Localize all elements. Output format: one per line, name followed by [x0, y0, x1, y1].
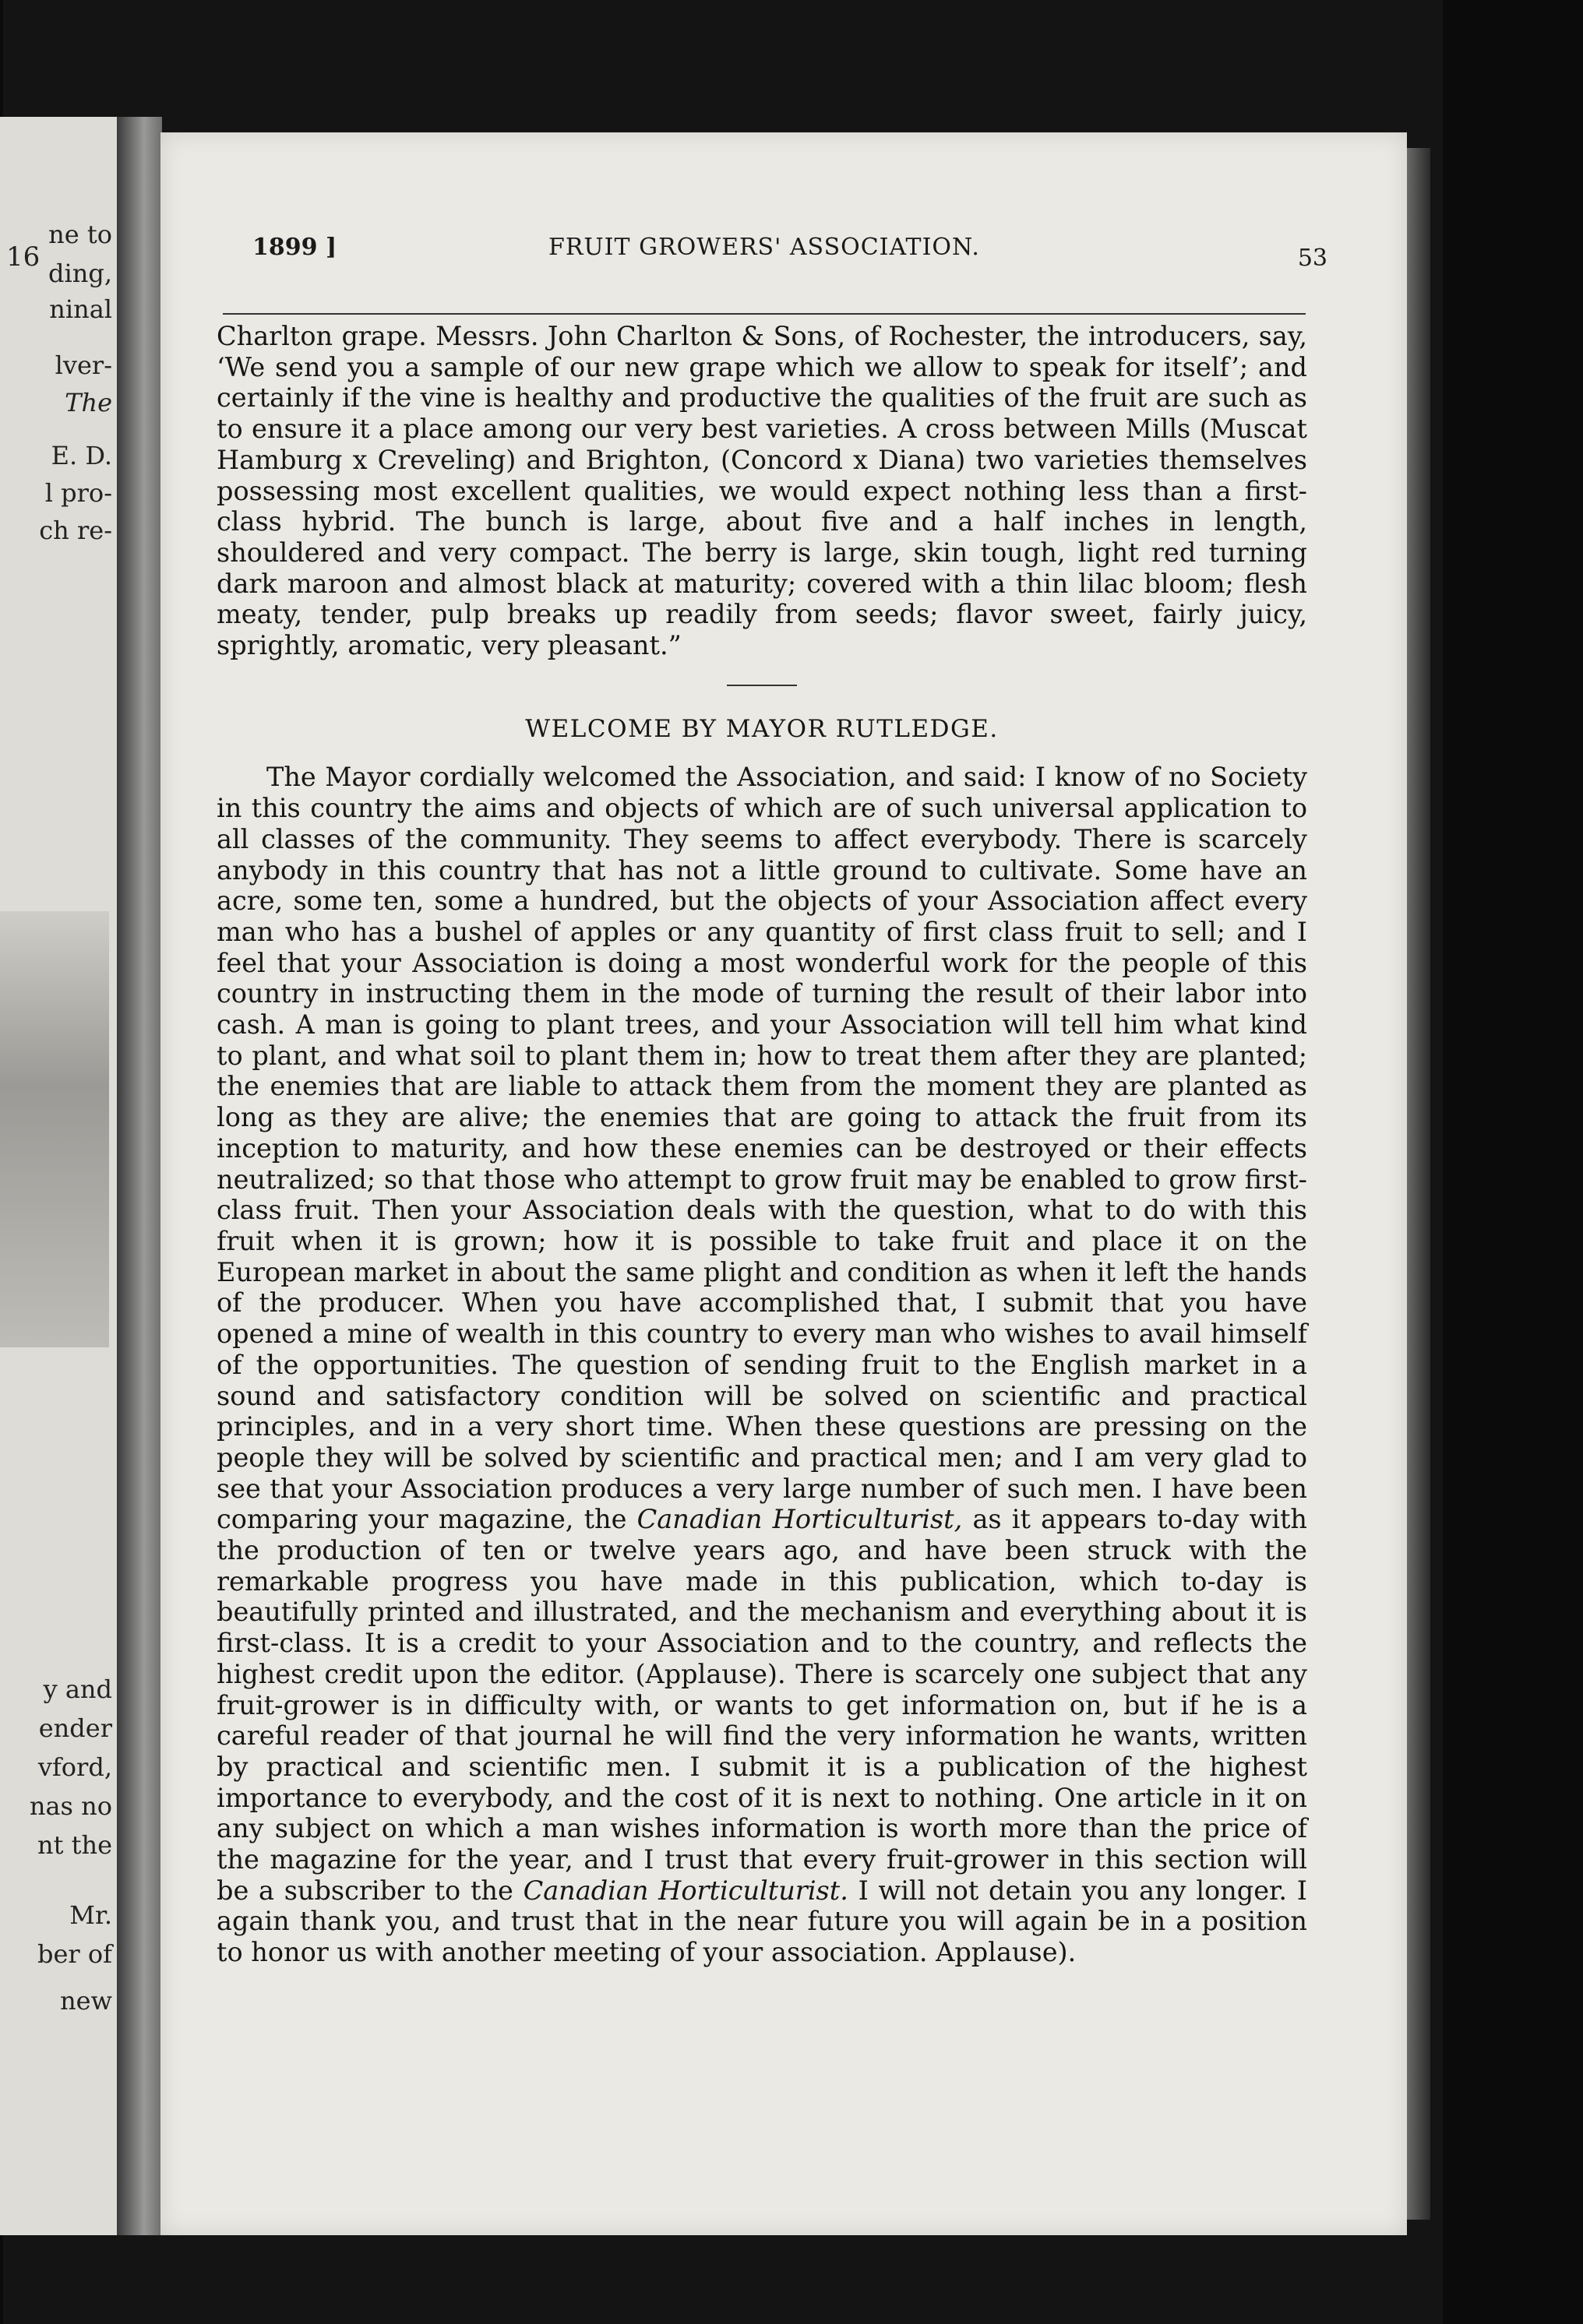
facing-page-text-fragment: ding, [48, 259, 112, 288]
header-year: 1899 ] [252, 234, 337, 261]
facing-page-text-fragment: lver- [55, 350, 112, 380]
facing-page-text-fragment: ender [38, 1713, 112, 1743]
facing-page-text-fragment: E. D. [51, 441, 112, 470]
header-rule [223, 313, 1306, 315]
magazine-title-2: Canadian Horticulturist. [523, 1875, 848, 1906]
facing-page-text-fragment: l pro- [44, 478, 112, 508]
facing-page-text-fragment: new [60, 1986, 112, 2016]
paragraph-text-1: The Mayor cordially welcomed the Association, and said: I know of no Society in this country the aims and objects of which are of such universal application to all classes of the community. They seems to affect everybody. There is scarcely anybody in this country that has not a little ground to cultivate. Some have an acre, some ten, some a hundred, but the objects of your Association affect every man who has a bushel of apples or any quantity of first class fruit to sell; and I feel that your Association is doing a most wonderful work for the people of this country in instructing them in the mode of turning the result of their labor into cash. A man is going to plant trees, and your Association will tell him what kind to plant, and what soil to plant them in; how to treat them after they are planted; the enemies that are liable to attack them from the moment they are planted as long as they are alive; the enemies that are going to attack the fruit from its inception to maturity, and how these enemies can be destroyed or their effects neutralized; so that those who attempt to grow fruit may be enabled to grow first-class fruit. Then your Association deals with the question, what to do with this fruit when it is grown; how it is possible to take fruit and place it on the European market in about the same plight and condition as when it left the hands of the producer. When you have accomplished that, I submit that you have opened a mine of wealth in this country to every man who wishes to avail himself of the opportunities. The question of sending fruit to the English market in a sound and satisfactory condition will be solved on scientific and practical principles, and in a very short time. When these questions are pressing on the people they will be solved by scientific and practical men; and I am very glad to see that your Association produces a very large number of such men. I have been comparing your magazine, the [217, 762, 1307, 1535]
running-header [252, 234, 1327, 280]
facing-page-text-fragment: nt the [37, 1830, 112, 1860]
facing-page-text-fragment: ch re- [39, 516, 112, 545]
facing-page-text-fragment: nas no [29, 1791, 112, 1821]
facing-page-text-fragment: The [65, 388, 112, 417]
facing-page-text-fragment: ninal [49, 294, 112, 324]
facing-page-text-fragment: vford, [37, 1752, 112, 1782]
paragraph-text-3: I will not detain you any longer. I again thank you, and trust that in the near future you will again be in a position to honor us with another meeting of your association. Applause). [217, 1875, 1307, 1968]
facing-page-text-fragment: y and [43, 1674, 112, 1704]
facing-page-illustration [0, 911, 109, 1347]
magazine-title: Canadian Horticulturist, [636, 1504, 963, 1535]
book-page [160, 132, 1407, 2235]
header-title: FRUIT GROWERS' ASSOCIATION. [548, 234, 980, 261]
page-number: 53 [1297, 245, 1327, 272]
paragraph-charlton-grape: Charlton grape. Messrs. John Charlton & Sons, of Rochester, the introducers, say, ‘We send you a sample of our new grape which we allow to speak for itself’; and certainly if the vine is healthy and productive the qualities of the fruit are such as to ensure it a place among our very best varieties. A cross between Mills (Muscat Hamburg x Creveling) and Brighton, (Concord x Diana) two varieties themselves possessing most excellent qualities, we would expect nothing less than a first-class hybrid. The bunch is large, about five and a half inches in length, shouldered and very compact. The berry is large, skin tough, light red turning dark maroon and almost black at maturity; covered with a thin lilac bloom; flesh meaty, tender, pulp breaks up readily from seeds; flavor sweet, fairly juicy, sprightly, aromatic, very pleasant.” [217, 321, 1307, 661]
facing-page-fragment [0, 117, 117, 2235]
section-heading: WELCOME BY MAYOR RUTLEDGE. [525, 714, 999, 743]
film-edge-right [1443, 0, 1583, 2324]
page-body [217, 321, 1307, 1968]
facing-page-text-fragment: ne to [48, 220, 112, 249]
facing-page-text-fragment: ber of [37, 1939, 112, 1969]
facing-page-number: 16 [6, 241, 41, 273]
paragraph-mayor-welcome [217, 762, 1307, 1967]
facing-page-text-fragment: Mr. [69, 1900, 112, 1930]
book-gutter [117, 117, 162, 2235]
section-separator [727, 685, 797, 686]
page-edge-shadow [1407, 148, 1430, 2220]
paragraph-text-2: as it appears to-day with the production of ten or twelve years ago, and have been struck with the remarkable progress you have made in this publication, which to-day is beautifully printed and illustrated, and the mechanism and everything about it is first-class. It is a credit to your Association and to the country, and reflects the highest credit upon the editor. (Applause). There is scarcely one subject that any fruit-grower is in difficulty with, or wants to get information on, but if he is a careful reader of that journal he will find the very information he wants, written by practical and scientific men. I submit it is a publication of the highest importance to everybody, and the cost of it is next to nothing. One article in it on any subject on which a man wishes information is worth more than the price of the magazine for the year, and I trust that every fruit-grower in this section will be a subscriber to the [217, 1504, 1307, 1906]
